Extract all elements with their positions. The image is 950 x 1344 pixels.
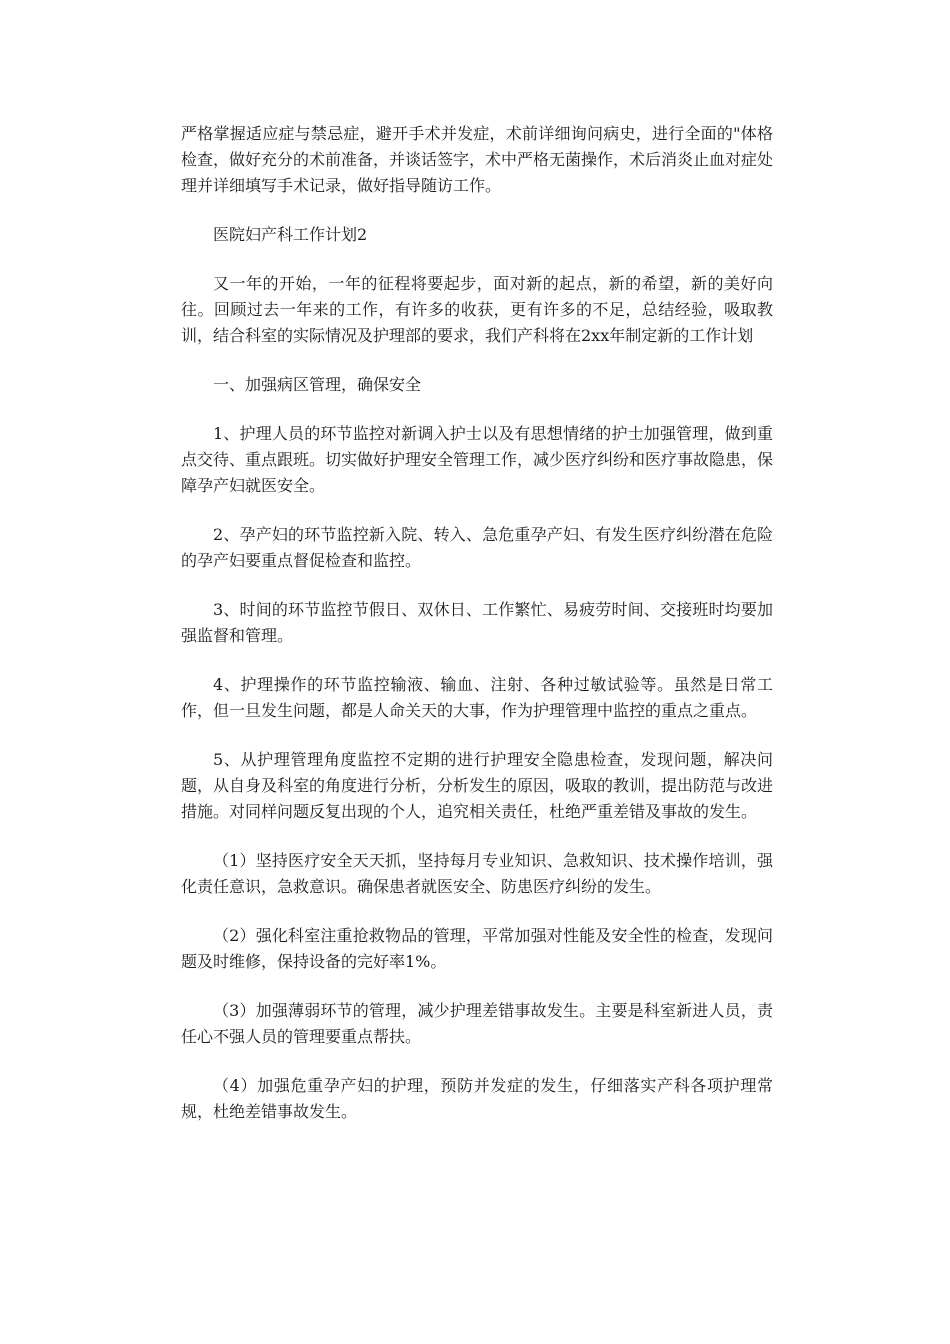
paragraph-item-1: 1、护理人员的环节监控对新调入护士以及有思想情绪的护士加强管理，做到重点交待、重点跟班。切实做好护理安全管理工作，减少医疗纠纷和医疗事故隐患，保障孕产妇就医安全。 xyxy=(181,424,774,495)
paragraph-subitem-1: （1）坚持医疗安全天天抓，坚持每月专业知识、急救知识、技术操作培训，强化责任意识，急救意识。确保患者就医安全、防患医疗纠纷的发生。 xyxy=(181,851,773,896)
paragraph-subitem-3: （3）加强薄弱环节的管理，减少护理差错事故发生。主要是科室新进人员，责任心不强人员的管理要重点帮扶。 xyxy=(181,1001,773,1046)
document-body xyxy=(181,121,773,1148)
paragraph-continuation: 严格掌握适应症与禁忌症，避开手术并发症，术前详细询问病史，进行全面的"体格检查，做好充分的术前准备，并谈话签字，术中严格无菌操作，术后消炎止血对症处理并详细填写手术记录，做好指导随访工作。 xyxy=(181,124,774,195)
paragraph-item-5: 5、从护理管理角度监控不定期的进行护理安全隐患检查，发现问题，解决问题，从自身及科室的角度进行分析，分析发生的原因，吸取的教训，提出防范与改进措施。对同样问题反复出现的个人，追究相关责任，杜绝严重差错及事故的发生。 xyxy=(181,750,774,821)
paragraph-subitem-4: （4）加强危重孕产妇的护理，预防并发症的发生，仔细落实产科各项护理常规，杜绝差错事故发生。 xyxy=(181,1076,773,1121)
paragraph-item-2: 2、孕产妇的环节监控新入院、转入、急危重孕产妇、有发生医疗纠纷潜在危险的孕产妇要重点督促检查和监控。 xyxy=(181,525,773,570)
paragraph-item-4: 4、护理操作的环节监控输液、输血、注射、各种过敏试验等。虽然是日常工作，但一旦发生问题，都是人命关天的大事，作为护理管理中监控的重点之重点。 xyxy=(181,675,773,720)
paragraph-subitem-2: （2）强化科室注重抢救物品的管理，平常加强对性能及安全性的检查，发现问题及时维修，保持设备的完好率1%。 xyxy=(181,926,773,971)
section-title: 医院妇产科工作计划2 xyxy=(213,225,368,244)
heading-section-1: 一、加强病区管理，确保安全 xyxy=(213,375,422,394)
paragraph-item-3: 3、时间的环节监控节假日、双休日、工作繁忙、易疲劳时间、交接班时均要加强监督和管理。 xyxy=(181,600,773,645)
paragraph-intro: 又一年的开始，一年的征程将要起步，面对新的起点，新的希望，新的美好向往。回顾过去一年来的工作，有许多的收获，更有许多的不足，总结经验，吸取教训，结合科室的实际情况及护理部的要求，我们产科将在2xx年制定新的工作计划 xyxy=(181,274,773,345)
